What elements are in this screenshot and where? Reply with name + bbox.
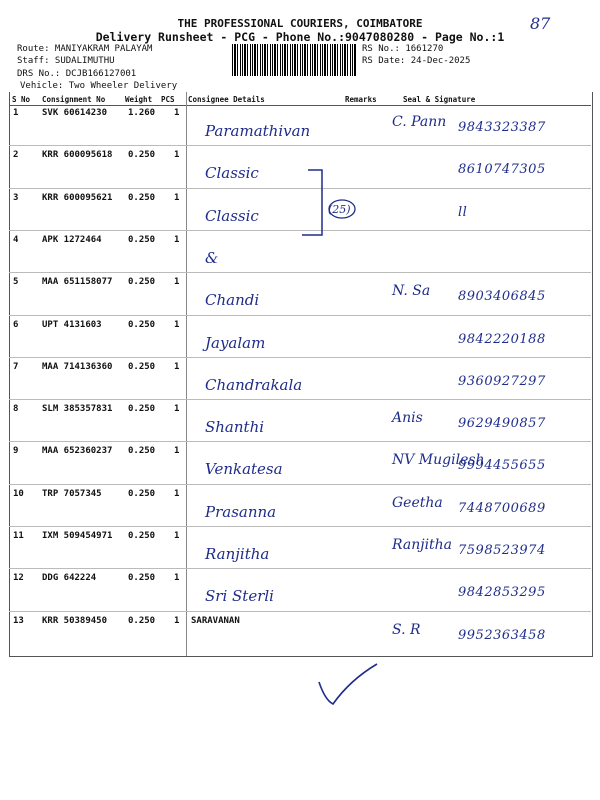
row-sno: 5 <box>13 277 19 287</box>
row-consignee: Paramathivan <box>205 122 311 140</box>
row-phone: 9629490857 <box>458 416 546 431</box>
row-weight: 0.250 <box>128 489 156 499</box>
row-phone: 9994455655 <box>458 458 546 473</box>
row-phone: 9843323387 <box>458 120 546 135</box>
row-divider <box>9 357 591 358</box>
row-consignee: Venkatesa <box>205 460 283 478</box>
row-weight: 0.250 <box>128 150 156 160</box>
staff-field: Staff: SUDALIMUTHU <box>17 56 115 66</box>
row-weight: 0.250 <box>128 446 156 456</box>
row-consignee: Ranjitha <box>205 545 270 563</box>
row-weight: 0.250 <box>128 531 156 541</box>
row-consignee: Prasanna <box>205 503 277 521</box>
row-divider <box>9 526 591 527</box>
row-phone: 9952363458 <box>458 628 546 643</box>
col-header-consignee: Consignee Details <box>188 95 265 104</box>
runsheet-subtitle: Delivery Runsheet - PCG - Phone No.:9047080280 - Page No.:1 <box>95 30 505 44</box>
drs-field: DRS No.: DCJB166127001 <box>17 69 137 79</box>
row-weight: 0.250 <box>128 362 156 372</box>
bracket-count: (25) <box>328 203 351 216</box>
row-weight: 0.250 <box>128 320 156 330</box>
col-divider <box>186 92 187 656</box>
row-sno: 9 <box>13 446 19 456</box>
row-consignment-no: MAA 651158077 <box>42 277 113 287</box>
row-consignment-no: KRR 600095621 <box>42 193 113 203</box>
row-consignee: & <box>205 249 219 267</box>
row-consignee: Shanthi <box>205 418 265 436</box>
row-sno: 13 <box>13 616 24 626</box>
row-phone: 9360927297 <box>458 374 546 389</box>
row-phone: 8610747305 <box>458 162 546 177</box>
row-signature: NV Mugilesh <box>392 452 485 468</box>
row-consignment-no: APK 1272464 <box>42 235 102 245</box>
row-consignee: Sri Sterli <box>205 587 274 605</box>
row-signature: Anis <box>392 410 423 426</box>
row-sno: 11 <box>13 531 24 541</box>
row-consignment-no: MAA 714136360 <box>42 362 113 372</box>
row-consignment-no: UPT 4131603 <box>42 320 102 330</box>
row-divider <box>9 315 591 316</box>
rs-date: RS Date: 24-Dec-2025 <box>362 56 471 66</box>
route-field: Route: MANIYAKRAM PALAYAM <box>17 44 153 54</box>
col-header-signature: Seal & Signature <box>403 95 476 104</box>
rs-number: RS No.: 1661270 <box>362 44 444 54</box>
row-weight: 0.250 <box>128 235 156 245</box>
row-consignee: Jayalam <box>205 334 266 352</box>
row-consignment-no: MAA 652360237 <box>42 446 113 456</box>
row-sno: 7 <box>13 362 19 372</box>
row-consignment-no: SLM 385357831 <box>42 404 113 414</box>
row-weight: 0.250 <box>128 573 156 583</box>
row-pcs: 1 <box>174 193 180 203</box>
row-pcs: 1 <box>174 446 180 456</box>
row-signature: Geetha <box>392 495 443 511</box>
row-consignment-no: SVK 60614230 <box>42 108 108 118</box>
row-signature: C. Pann <box>392 114 447 130</box>
row-weight: 0.250 <box>128 404 156 414</box>
row-phone: ll <box>458 205 468 220</box>
row-sno: 12 <box>13 573 24 583</box>
row-pcs: 1 <box>174 150 180 160</box>
row-sno: 8 <box>13 404 19 414</box>
row-consignment-no: KRR 50389450 <box>42 616 108 626</box>
company-title: THE PROFESSIONAL COURIERS, COIMBATORE <box>177 17 423 30</box>
row-consignee: Chandi <box>205 291 260 309</box>
row-consignment-no: DDG 642224 <box>42 573 97 583</box>
row-phone: 9842853295 <box>458 585 546 600</box>
row-signature: S. R <box>392 622 421 638</box>
row-consignee: SARAVANAN <box>191 616 240 626</box>
row-consignee: Classic <box>205 164 259 182</box>
header-divider <box>9 105 591 106</box>
row-pcs: 1 <box>174 616 180 626</box>
row-pcs: 1 <box>174 108 180 118</box>
handwritten-page-number: 87 <box>530 14 551 33</box>
row-divider <box>9 611 591 612</box>
row-pcs: 1 <box>174 320 180 330</box>
row-sno: 6 <box>13 320 19 330</box>
col-header-remarks: Remarks <box>345 95 377 104</box>
row-signature: N. Sa <box>392 283 431 299</box>
row-sno: 2 <box>13 150 19 160</box>
row-sno: 3 <box>13 193 19 203</box>
row-weight: 1.260 <box>128 108 156 118</box>
row-divider <box>9 399 591 400</box>
row-divider <box>9 272 591 273</box>
row-consignee: Chandrakala <box>205 376 303 394</box>
row-pcs: 1 <box>174 573 180 583</box>
row-phone: 7448700689 <box>458 501 546 516</box>
row-phone: 7598523974 <box>458 543 546 558</box>
row-phone: 8903406845 <box>458 289 546 304</box>
col-header-sno: S No <box>12 95 31 104</box>
barcode <box>232 44 356 76</box>
row-pcs: 1 <box>174 362 180 372</box>
row-divider <box>9 484 591 485</box>
row-pcs: 1 <box>174 235 180 245</box>
row-weight: 0.250 <box>128 193 156 203</box>
row-signature: Ranjitha <box>392 537 453 553</box>
row-phone: 9842220188 <box>458 332 546 347</box>
col-header-weight: Weight <box>125 95 153 104</box>
row-sno: 4 <box>13 235 19 245</box>
row-consignee: Classic <box>205 207 259 225</box>
col-header-consignment: Consignment No <box>42 95 106 104</box>
row-pcs: 1 <box>174 531 180 541</box>
row-sno: 1 <box>13 108 19 118</box>
check-mark <box>315 660 385 710</box>
row-divider <box>9 568 591 569</box>
row-divider <box>9 145 591 146</box>
col-header-pcs: PCS <box>161 95 175 104</box>
row-consignment-no: KRR 600095618 <box>42 150 113 160</box>
row-pcs: 1 <box>174 404 180 414</box>
row-consignment-no: TRP 7057345 <box>42 489 102 499</box>
row-divider <box>9 441 591 442</box>
row-weight: 0.250 <box>128 616 156 626</box>
row-pcs: 1 <box>174 489 180 499</box>
row-pcs: 1 <box>174 277 180 287</box>
row-weight: 0.250 <box>128 277 156 287</box>
row-sno: 10 <box>13 489 24 499</box>
vehicle-field: Vehicle: Two Wheeler Delivery <box>20 81 178 91</box>
row-consignment-no: IXM 509454971 <box>42 531 113 541</box>
